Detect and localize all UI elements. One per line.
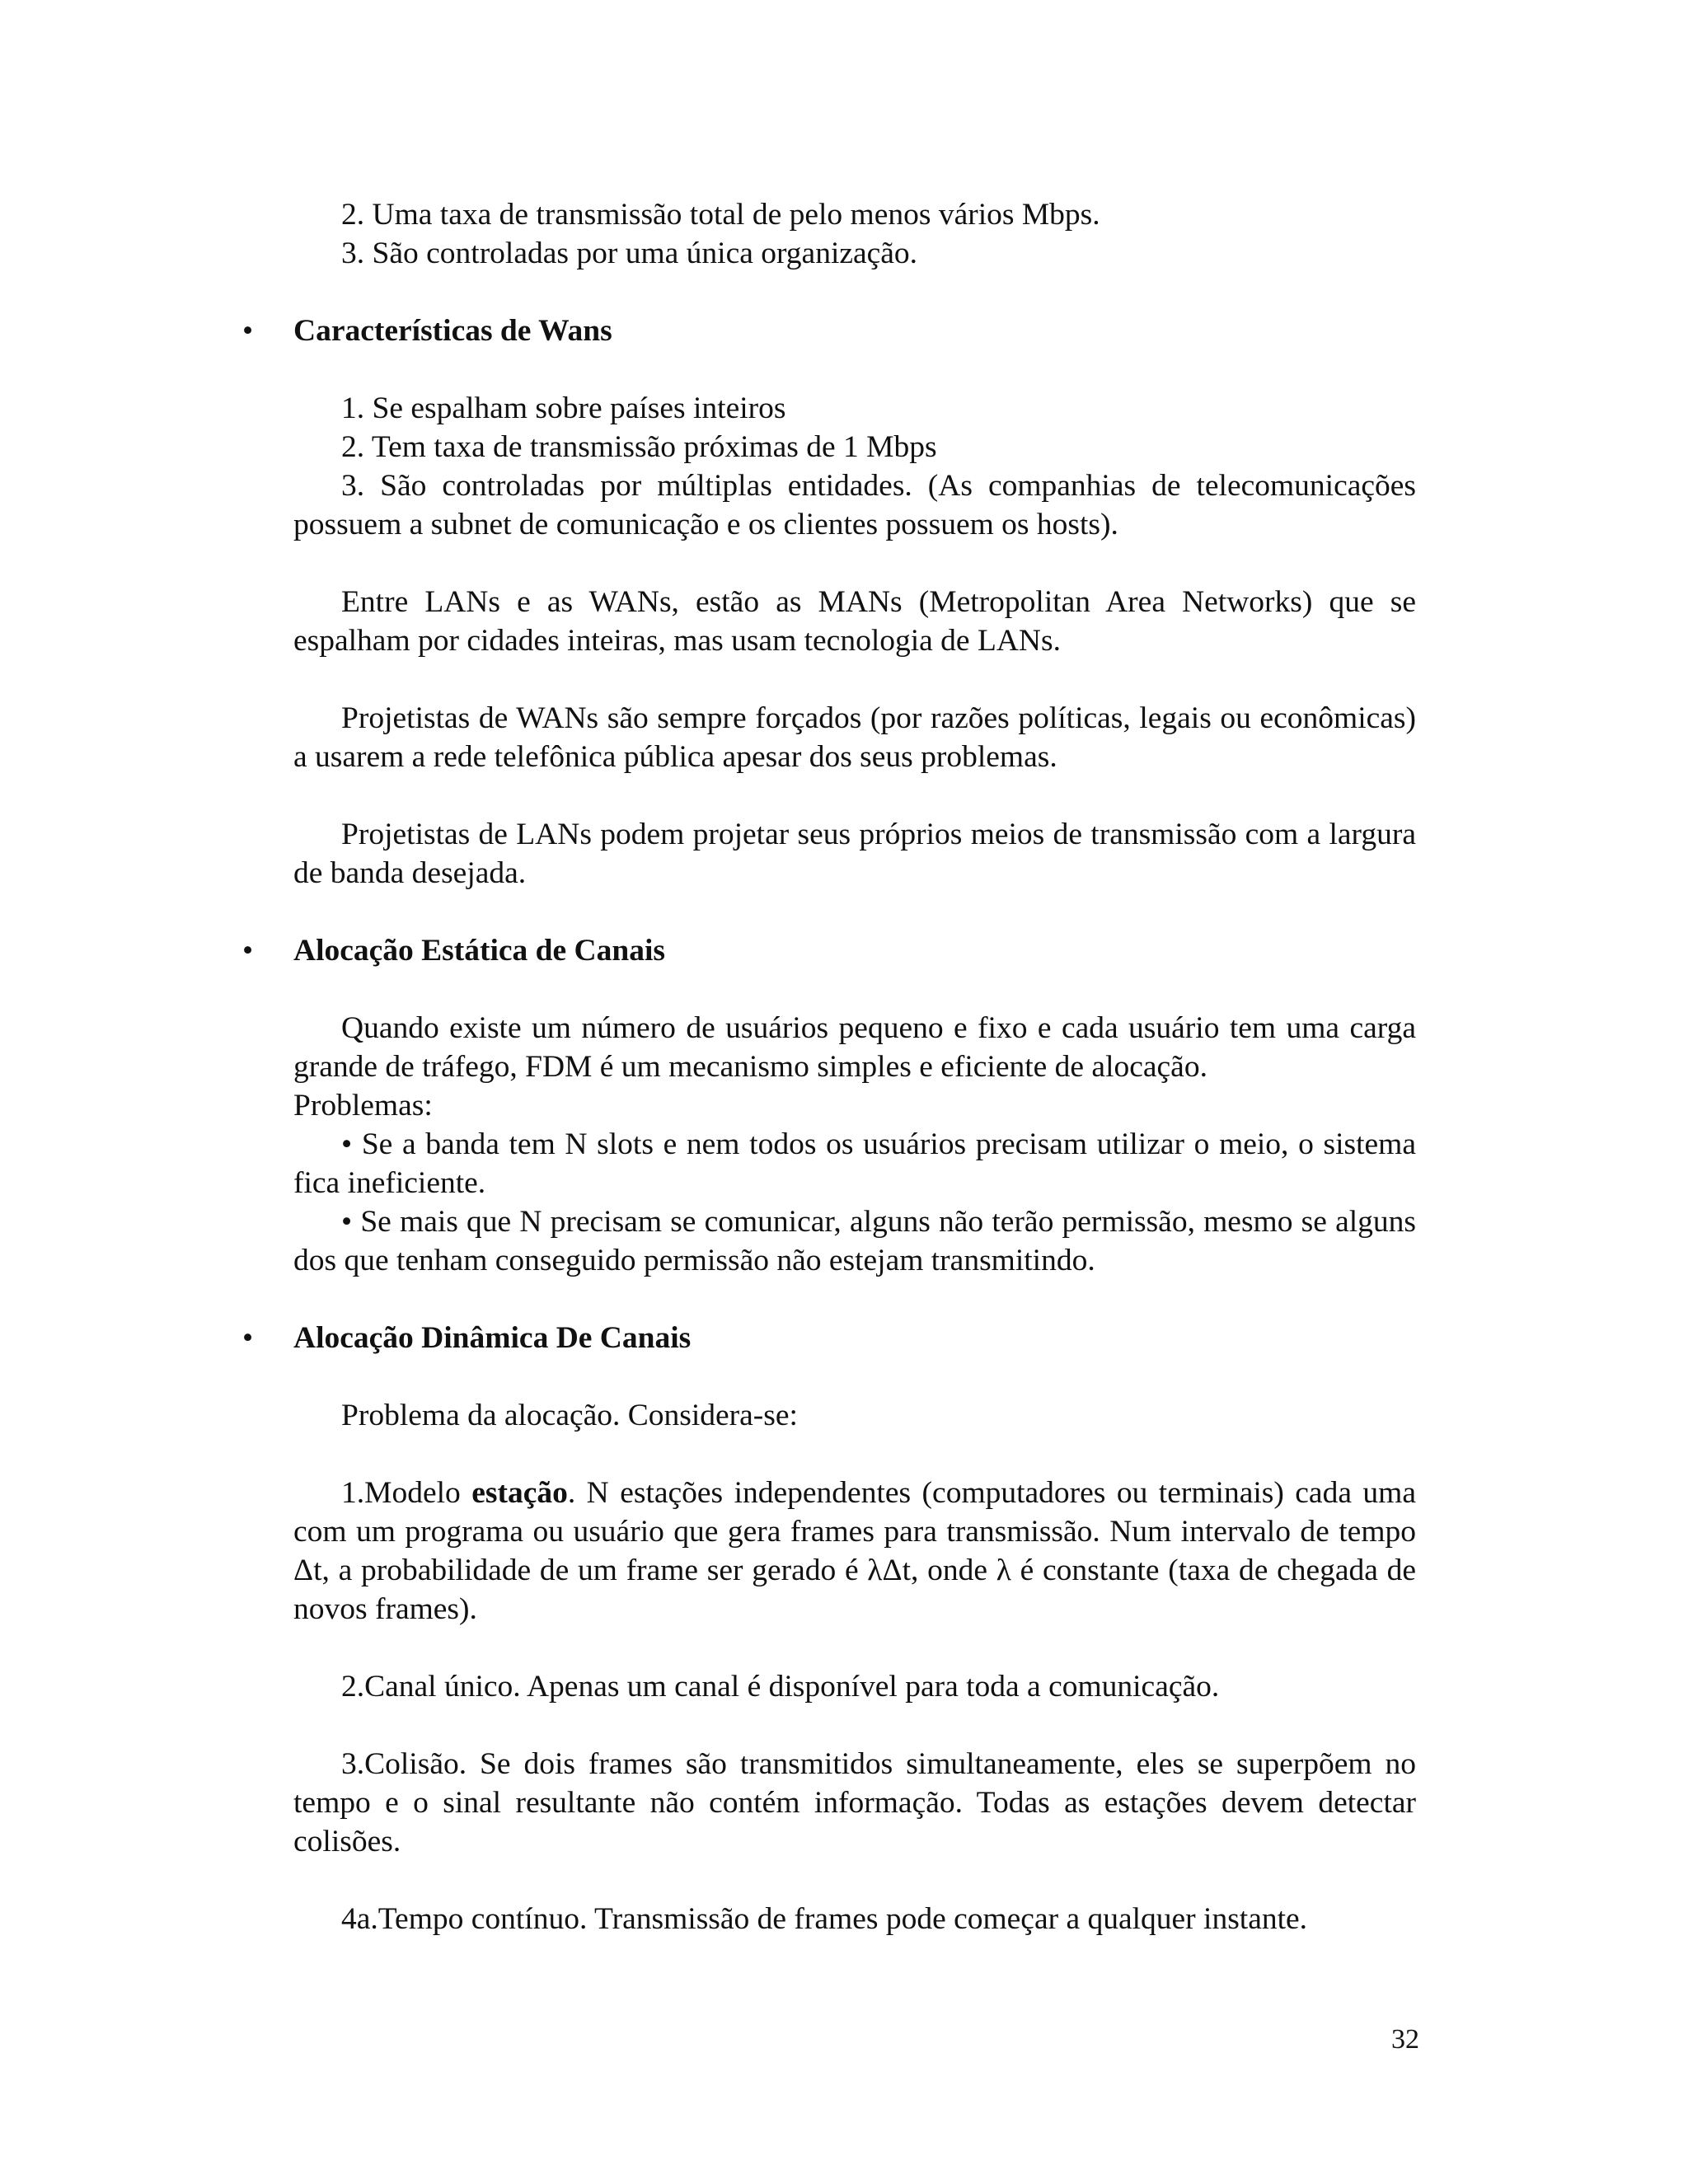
paragraph-model: 1.Modelo estação. N estações independentes (computadores ou terminais) cada uma com um programa ou usuário que gera frames para transmissão. Num intervalo de tempo Δt, a probabilidade de um frame ser gerado é λΔt, onde λ é constante (taxa de chegada de novos frames). [293,1476,1416,1626]
lan-items [293,195,1416,273]
problem-item: • Se mais que N precisam se comunicar, alguns não terão permissão, mesmo se alguns dos que tenham conseguido permissão não estejam transmitindo. [293,1205,1416,1277]
page-number: 32 [1391,2024,1419,2055]
bullet-icon: • [242,934,254,968]
paragraph-continuous: 4a.Tempo contínuo. Transmissão de frames pode começar a qualquer instante. [341,1902,1308,1936]
wan-items [293,389,1416,544]
heading-text: Alocação Estática de Canais [293,934,666,968]
heading-text: Alocação Dinâmica De Canais [293,1321,692,1355]
bullet-icon: • [341,1205,361,1239]
paragraph-lan-designers: Projetistas de LANs podem projetar seus próprios meios de transmissão com a largura de banda desejada. [293,818,1416,890]
paragraph-fdm: Quando existe um número de usuários pequeno e fixo e cada usuário tem uma carga grande de tráfego, FDM é um mecanismo simples e eficiente de alocação. [293,1011,1416,1084]
list-item: 2. Tem taxa de transmissão próximas de 1 Mbps [341,430,937,464]
bold-term: estação [471,1476,568,1510]
section-heading-static [242,931,1416,970]
paragraph-mans: Entre LANs e as WANs, estão as MANs (Metropolitan Area Networks) que se espalham por cidades inteiras, mas usam tecnologia de LANs. [293,585,1416,658]
section-heading-dynamic [242,1319,1416,1357]
problems-label: Problemas: [293,1089,433,1122]
list-item: 1. Se espalham sobre países inteiros [341,391,786,425]
section-heading-wans [242,312,1416,350]
page-content [242,195,1416,1938]
list-item: 3. São controladas por uma única organização. [341,237,918,270]
paragraph-intro: Problema da alocação. Considera-se: [341,1399,798,1432]
list-item: 2. Uma taxa de transmissão total de pelo menos vários Mbps. [341,198,1100,232]
problem-item: • Se a banda tem N slots e nem todos os usuários precisam utilizar o meio, o sistema fica ineficiente. [293,1127,1416,1200]
paragraph-collision: 3.Colisão. Se dois frames são transmitidos simultaneamente, eles se superpõem no tempo e o sinal resultante não contém informação. Todas as estações devem detectar colisões. [293,1747,1416,1858]
paragraph-channel: 2.Canal único. Apenas um canal é disponível para toda a comunicação. [341,1670,1220,1704]
bullet-icon: • [242,314,254,348]
heading-text: Características de Wans [293,314,612,348]
bullet-icon: • [242,1321,254,1355]
bullet-icon: • [341,1127,362,1161]
paragraph-wan-designers: Projetistas de WANs são sempre forçados (por razões políticas, legais ou econômicas) a usarem a rede telefônica pública apesar dos seus problemas. [293,701,1416,774]
list-item: 3. São controladas por múltiplas entidades. (As companhias de telecomunicações possuem a subnet de comunicação e os clientes possuem os hosts). [293,469,1416,541]
